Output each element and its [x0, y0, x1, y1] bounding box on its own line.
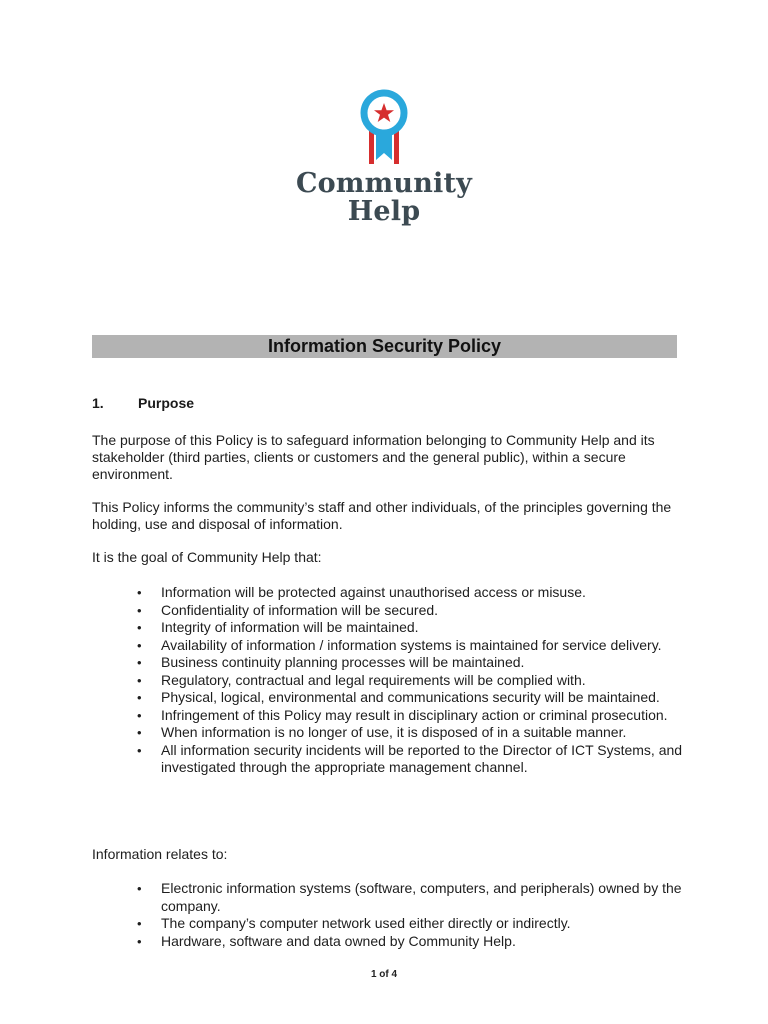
list-item: • The company’s computer network used either directly or indirectly.: [161, 915, 691, 933]
list-item: • All information security incidents will be reported to the Director of ICT Systems, and investigated through the appropriate management channel.: [161, 742, 691, 777]
logo-text-line1: Community: [295, 168, 473, 199]
paragraph-goal-intro: It is the goal of Community Help that:: [92, 549, 322, 565]
document-title: Information Security Policy: [267, 336, 502, 356]
section-heading: [92, 395, 194, 411]
logo: [0, 88, 768, 226]
section-title: Purpose: [138, 395, 195, 411]
list-item: • Infringement of this Policy may result in disciplinary action or criminal prosecution.: [161, 707, 691, 725]
list-item: • Business continuity planning processes will be maintained.: [161, 654, 691, 672]
list-item: • When information is no longer of use, it is disposed of in a suitable manner.: [161, 724, 691, 742]
paragraph-informs: This Policy informs the community’s staff and other individuals, of the principles governing the holding, use and disposal of information.: [92, 499, 672, 532]
page-number: 1 of 4: [370, 969, 398, 980]
logo-text-line2: Help: [347, 196, 421, 227]
section-number: 1.: [92, 395, 104, 411]
list-item: • Integrity of information will be maintained.: [161, 619, 691, 637]
goals-list: [161, 584, 691, 777]
list-item: • Information will be protected against unauthorised access or misuse.: [161, 584, 691, 602]
list-item: • Electronic information systems (software, computers, and peripherals) owned by the company.: [161, 880, 691, 915]
relates-list: [161, 880, 691, 950]
paragraph-purpose: The purpose of this Policy is to safeguard information belonging to Community Help and its stakeholder (third parties, clients or customers and the general public), within a secure environment.: [92, 432, 655, 482]
document-title-bar: [92, 335, 677, 358]
list-item: • Confidentiality of information will be secured.: [161, 602, 691, 620]
list-item: • Regulatory, contractual and legal requirements will be complied with.: [161, 672, 691, 690]
list-item: • Availability of information / information systems is maintained for service delivery.: [161, 637, 691, 655]
list-item: • Physical, logical, environmental and communications security will be maintained.: [161, 689, 691, 707]
award-ribbon-star-icon: [359, 88, 409, 168]
paragraph-relates-intro: Information relates to:: [92, 846, 228, 862]
list-item: • Hardware, software and data owned by Community Help.: [161, 933, 691, 951]
